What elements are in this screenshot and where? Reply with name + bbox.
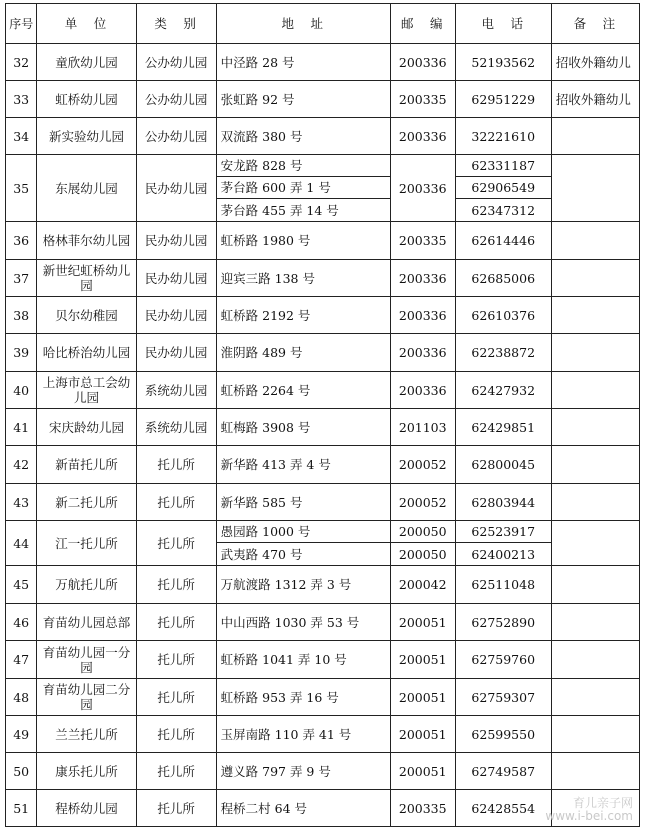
cell-phone: 62428554 <box>455 790 551 827</box>
table-row <box>6 604 640 641</box>
cell-phone: 52193562 <box>455 44 551 81</box>
cell-postcode: 200336 <box>390 297 455 334</box>
cell-postcode: 200051 <box>390 679 455 716</box>
cell-address: 中山西路 1030 弄 53 号 <box>216 604 390 641</box>
cell-address: 双流路 380 号 <box>216 118 390 155</box>
cell-type: 民办幼儿园 <box>136 334 216 372</box>
cell-note <box>551 566 639 604</box>
header-address: 地 址 <box>216 4 390 44</box>
table-row <box>6 790 640 827</box>
cell-note <box>551 604 639 641</box>
cell-type: 公办幼儿园 <box>136 81 216 118</box>
table-row <box>6 446 640 484</box>
cell-seq: 38 <box>6 297 37 334</box>
cell-address: 万航渡路 1312 弄 3 号 <box>216 566 390 604</box>
cell-seq: 33 <box>6 81 37 118</box>
cell-phone: 62800045 <box>455 446 551 484</box>
cell-note <box>551 118 639 155</box>
cell-phone: 62759307 <box>455 679 551 716</box>
cell-address: 茅台路 455 弄 14 号 <box>216 199 390 222</box>
cell-postcode: 200050 <box>390 521 455 543</box>
cell-seq: 32 <box>6 44 37 81</box>
table-body <box>6 44 640 827</box>
cell-address: 武夷路 470 号 <box>216 543 390 566</box>
cell-postcode: 200336 <box>390 372 455 409</box>
cell-unit: 格林菲尔幼儿园 <box>37 222 136 260</box>
cell-address: 张虹路 92 号 <box>216 81 390 118</box>
cell-unit: 新苗托儿所 <box>37 446 136 484</box>
cell-phone: 62906549 <box>455 177 551 199</box>
cell-address: 虹桥路 953 弄 16 号 <box>216 679 390 716</box>
cell-unit: 万航托儿所 <box>37 566 136 604</box>
cell-note <box>551 679 639 716</box>
cell-phone: 32221610 <box>455 118 551 155</box>
cell-seq: 47 <box>6 641 37 679</box>
cell-postcode: 200050 <box>390 543 455 566</box>
cell-note <box>551 334 639 372</box>
cell-unit: 贝尔幼稚园 <box>37 297 136 334</box>
cell-seq: 34 <box>6 118 37 155</box>
cell-unit: 育苗幼儿园二分园 <box>37 679 136 716</box>
cell-type: 民办幼儿园 <box>136 260 216 297</box>
cell-seq: 48 <box>6 679 37 716</box>
cell-address: 愚园路 1000 号 <box>216 521 390 543</box>
cell-type: 托儿所 <box>136 446 216 484</box>
cell-postcode: 200051 <box>390 604 455 641</box>
cell-note <box>551 446 639 484</box>
cell-note <box>551 521 639 566</box>
cell-postcode: 200336 <box>390 260 455 297</box>
header-note: 备 注 <box>551 4 639 44</box>
cell-phone: 62429851 <box>455 409 551 446</box>
cell-phone: 62427932 <box>455 372 551 409</box>
cell-unit: 育苗幼儿园总部 <box>37 604 136 641</box>
table-row <box>6 641 640 679</box>
cell-phone: 62614446 <box>455 222 551 260</box>
cell-type: 公办幼儿园 <box>136 44 216 81</box>
cell-postcode: 200335 <box>390 222 455 260</box>
cell-postcode: 200335 <box>390 790 455 827</box>
cell-note <box>551 409 639 446</box>
cell-address: 迎宾三路 138 号 <box>216 260 390 297</box>
cell-type: 托儿所 <box>136 641 216 679</box>
cell-note <box>551 716 639 753</box>
cell-note <box>551 372 639 409</box>
cell-type: 公办幼儿园 <box>136 118 216 155</box>
cell-unit: 新二托儿所 <box>37 484 136 521</box>
cell-postcode: 200052 <box>390 484 455 521</box>
cell-type: 民办幼儿园 <box>136 155 216 222</box>
cell-unit: 上海市总工会幼儿园 <box>37 372 136 409</box>
header-type: 类 别 <box>136 4 216 44</box>
cell-postcode: 200051 <box>390 753 455 790</box>
cell-type: 系统幼儿园 <box>136 409 216 446</box>
cell-phone: 62759760 <box>455 641 551 679</box>
cell-seq: 41 <box>6 409 37 446</box>
cell-phone: 62331187 <box>455 155 551 177</box>
cell-address: 淮阴路 489 号 <box>216 334 390 372</box>
cell-seq: 43 <box>6 484 37 521</box>
cell-postcode: 200051 <box>390 641 455 679</box>
cell-phone: 62685006 <box>455 260 551 297</box>
cell-note <box>551 155 639 222</box>
table-row <box>6 334 640 372</box>
cell-phone: 62347312 <box>455 199 551 222</box>
watermark-line1: 育儿亲子网 <box>572 796 633 810</box>
table-row <box>6 753 640 790</box>
cell-note <box>551 641 639 679</box>
cell-seq: 51 <box>6 790 37 827</box>
cell-postcode: 200336 <box>390 155 455 222</box>
cell-type: 托儿所 <box>136 484 216 521</box>
cell-phone: 62511048 <box>455 566 551 604</box>
cell-unit: 新实验幼儿园 <box>37 118 136 155</box>
table-row <box>6 484 640 521</box>
table-row <box>6 81 640 118</box>
header-postcode: 邮 编 <box>390 4 455 44</box>
cell-seq: 50 <box>6 753 37 790</box>
cell-postcode: 200051 <box>390 716 455 753</box>
cell-seq: 40 <box>6 372 37 409</box>
cell-type: 托儿所 <box>136 753 216 790</box>
cell-type: 托儿所 <box>136 604 216 641</box>
cell-seq: 46 <box>6 604 37 641</box>
cell-note <box>551 753 639 790</box>
cell-unit: 哈比桥治幼儿园 <box>37 334 136 372</box>
cell-unit: 虹桥幼儿园 <box>37 81 136 118</box>
cell-unit: 童欣幼儿园 <box>37 44 136 81</box>
table-row <box>6 44 640 81</box>
cell-unit: 康乐托儿所 <box>37 753 136 790</box>
cell-type: 托儿所 <box>136 521 216 566</box>
cell-seq: 44 <box>6 521 37 566</box>
cell-note <box>551 484 639 521</box>
cell-note: 招收外籍幼儿 <box>551 44 639 81</box>
cell-type: 托儿所 <box>136 790 216 827</box>
table-row <box>6 566 640 604</box>
cell-phone: 62749587 <box>455 753 551 790</box>
cell-seq: 39 <box>6 334 37 372</box>
cell-unit: 新世纪虹桥幼儿园 <box>37 260 136 297</box>
header-seq: 序号 <box>6 4 37 44</box>
cell-address: 虹桥路 1980 号 <box>216 222 390 260</box>
cell-seq: 35 <box>6 155 37 222</box>
table-row <box>6 155 640 177</box>
cell-seq: 45 <box>6 566 37 604</box>
cell-postcode: 200336 <box>390 118 455 155</box>
cell-phone: 62803944 <box>455 484 551 521</box>
table-row <box>6 409 640 446</box>
cell-seq: 42 <box>6 446 37 484</box>
table-row <box>6 716 640 753</box>
cell-unit: 江一托儿所 <box>37 521 136 566</box>
cell-phone: 62599550 <box>455 716 551 753</box>
cell-unit: 程桥幼儿园 <box>37 790 136 827</box>
cell-postcode: 200042 <box>390 566 455 604</box>
table-row <box>6 118 640 155</box>
cell-phone: 62523917 <box>455 521 551 543</box>
cell-type: 民办幼儿园 <box>136 297 216 334</box>
cell-phone: 62238872 <box>455 334 551 372</box>
watermark <box>545 797 633 823</box>
cell-postcode: 200336 <box>390 44 455 81</box>
cell-address: 新华路 585 号 <box>216 484 390 521</box>
cell-type: 托儿所 <box>136 566 216 604</box>
cell-unit: 宋庆龄幼儿园 <box>37 409 136 446</box>
cell-postcode: 200336 <box>390 334 455 372</box>
cell-address: 安龙路 828 号 <box>216 155 390 177</box>
cell-note: 招收外籍幼儿 <box>551 81 639 118</box>
cell-postcode: 201103 <box>390 409 455 446</box>
cell-address: 虹桥路 1041 弄 10 号 <box>216 641 390 679</box>
cell-unit: 育苗幼儿园一分园 <box>37 641 136 679</box>
cell-postcode: 200052 <box>390 446 455 484</box>
cell-address: 新华路 413 弄 4 号 <box>216 446 390 484</box>
cell-phone: 62951229 <box>455 81 551 118</box>
cell-address: 茅台路 600 弄 1 号 <box>216 177 390 199</box>
cell-address: 遵义路 797 弄 9 号 <box>216 753 390 790</box>
kindergarten-table <box>5 3 640 827</box>
cell-address: 玉屏南路 110 弄 41 号 <box>216 716 390 753</box>
cell-note <box>551 260 639 297</box>
header-unit: 单 位 <box>37 4 136 44</box>
cell-type: 民办幼儿园 <box>136 222 216 260</box>
cell-unit: 兰兰托儿所 <box>37 716 136 753</box>
cell-address: 虹梅路 3908 号 <box>216 409 390 446</box>
cell-unit: 东展幼儿园 <box>37 155 136 222</box>
table-row <box>6 372 640 409</box>
cell-phone: 62400213 <box>455 543 551 566</box>
watermark-line2: www.i-bei.com <box>545 809 633 823</box>
table-row <box>6 260 640 297</box>
cell-address: 程桥二村 64 号 <box>216 790 390 827</box>
cell-type: 托儿所 <box>136 679 216 716</box>
table-row <box>6 679 640 716</box>
cell-note <box>551 297 639 334</box>
cell-postcode: 200335 <box>390 81 455 118</box>
cell-seq: 37 <box>6 260 37 297</box>
table-row <box>6 297 640 334</box>
table-row <box>6 222 640 260</box>
cell-seq: 36 <box>6 222 37 260</box>
cell-seq: 49 <box>6 716 37 753</box>
cell-type: 托儿所 <box>136 716 216 753</box>
cell-address: 中泾路 28 号 <box>216 44 390 81</box>
cell-phone: 62752890 <box>455 604 551 641</box>
table-row <box>6 521 640 543</box>
cell-type: 系统幼儿园 <box>136 372 216 409</box>
cell-phone: 62610376 <box>455 297 551 334</box>
cell-address: 虹桥路 2192 号 <box>216 297 390 334</box>
cell-address: 虹桥路 2264 号 <box>216 372 390 409</box>
cell-note <box>551 222 639 260</box>
header-phone: 电 话 <box>455 4 551 44</box>
